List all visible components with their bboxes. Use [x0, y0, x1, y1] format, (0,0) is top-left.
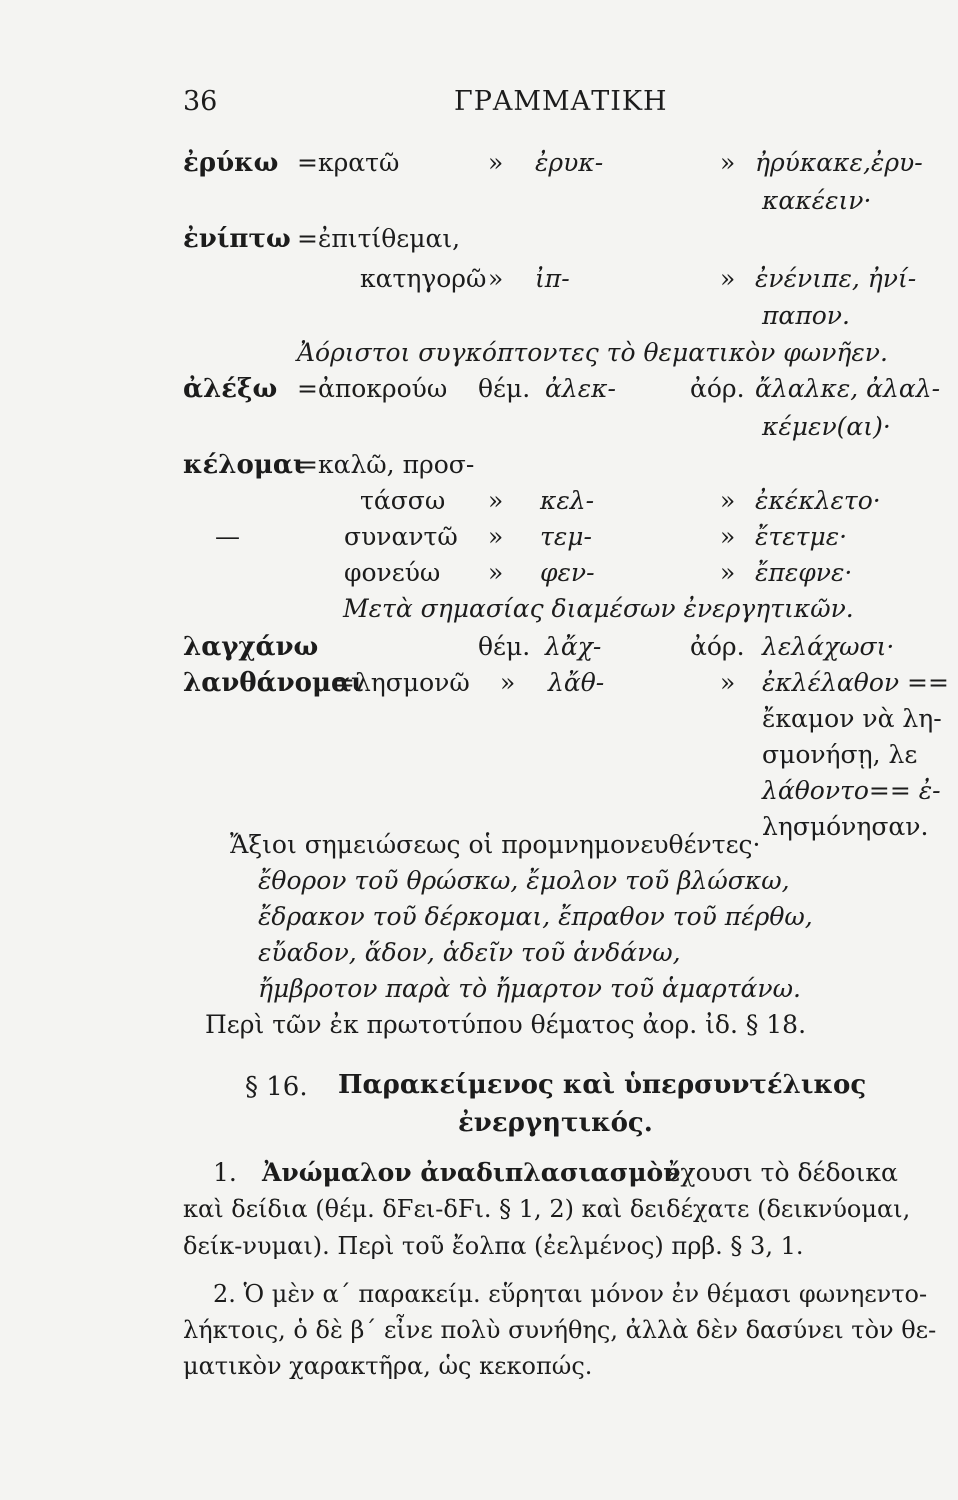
- form-etetme: ἔτετμε·: [755, 522, 848, 551]
- ditto-mark: »: [488, 522, 504, 551]
- stem-phen: φεν-: [540, 558, 595, 587]
- aorist-label: ἀόρ.: [690, 374, 745, 403]
- stem-alek: ἀλεκ-: [545, 374, 616, 403]
- para1-bold-term: Ἀνώμαλον ἀναδιπλασιασμὸν: [262, 1158, 681, 1187]
- section-number: § 16.: [245, 1072, 308, 1102]
- headword-eryko: ἐρύκω: [183, 148, 279, 178]
- heading-syncopated-aorists: Ἀόριστοι συγκόπτοντες τὸ θεματικὸν φωνῆεν.: [297, 338, 888, 367]
- para1-line-3: δείκ-νυμαι). Περὶ τοῦ ἔολπα (ἐελμένος) πρβ. § 3, 1.: [183, 1232, 804, 1260]
- form-ekekleto: ἐκέκλετο·: [755, 486, 881, 515]
- notes-reference: Περὶ τῶν ἐκ πρωτοτύπου θέματος ἀορ. ἰδ. § 18.: [205, 1010, 807, 1039]
- meaning-apokrouo: =ἀποκρούω: [297, 374, 448, 403]
- para1-number: 1.: [213, 1158, 237, 1187]
- stem-ip: ἰπ-: [535, 264, 570, 293]
- form-lelachosi: λελάχωσι·: [762, 632, 895, 661]
- ditto-mark: »: [720, 558, 736, 587]
- para2-line-2: λήκτοις, ὁ δὲ β΄ εἶνε πολὺ συνήθης, ἀλλὰ δὲν δασύνει τὸν θε-: [183, 1316, 937, 1344]
- notes-intro: Ἄξιοι σημειώσεως οἱ προμνημονευθέντες·: [230, 830, 761, 859]
- stem-label: θέμ.: [478, 632, 531, 661]
- stem-lach: λἄχ-: [545, 632, 602, 661]
- ditto-mark: »: [488, 486, 504, 515]
- headword-lanchano: λαγχάνω: [183, 632, 319, 662]
- heading-middle-active: Μετὰ σημασίας διαμέσων ἐνεργητικῶν.: [343, 594, 854, 623]
- notes-line-1: ἔθορον τοῦ θρώσκω, ἔμολον τοῦ βλώσκω,: [258, 866, 790, 895]
- ditto-mark: »: [488, 558, 504, 587]
- para2-line-3: ματικὸν χαρακτῆρα, ὡς κεκοπώς.: [183, 1352, 593, 1380]
- meaning-tasso: τάσσω: [360, 486, 446, 515]
- gloss-ekamon: ἔκαμον νὰ λη-: [762, 704, 942, 733]
- section-title-line-1: Παρακείμενος καὶ ὑπερσυντέλικος: [338, 1070, 867, 1100]
- form-eklelathon: ἐκλέλαθον ==: [762, 668, 949, 697]
- ditto-mark: »: [500, 668, 516, 697]
- form-erykake: ἠρύκακε,ἐρυ-: [755, 148, 923, 177]
- ditto-mark: »: [720, 486, 736, 515]
- stem-tem: τεμ-: [540, 522, 592, 551]
- ditto-mark: »: [488, 148, 504, 177]
- form-epephne: ἔπεφνε·: [755, 558, 853, 587]
- stem-label: θέμ.: [478, 374, 531, 403]
- para1-line-1-rest: ἔχουσι τὸ δέδοικα: [667, 1158, 898, 1187]
- form-lelathonto: λάθοντο== ἐ-: [762, 776, 941, 805]
- gloss-lesmonesan: λησμόνησαν.: [762, 812, 929, 841]
- ditto-mark: »: [488, 264, 504, 293]
- stem-eryk: ἐρυκ-: [535, 148, 604, 177]
- form-papon: παπον.: [762, 301, 850, 330]
- headword-kelomai: κέλομαι: [183, 450, 306, 480]
- meaning-kalo: =καλῶ, προσ-: [297, 450, 475, 479]
- form-alalkemen: κέμεν(αι)·: [762, 412, 891, 441]
- headword-alexo: ἀλέξω: [183, 374, 278, 404]
- page-number: 36: [183, 86, 218, 117]
- meaning-lesmono: =λησμονῶ: [334, 668, 470, 697]
- meaning-synanto: συναντῶ: [344, 522, 458, 551]
- ditto-mark: »: [720, 522, 736, 551]
- stem-kel: κελ-: [540, 486, 595, 515]
- headword-lanthanomai: λανθάνομαι: [183, 668, 364, 698]
- dash-repeat: —: [215, 522, 240, 551]
- meaning-epitithemai: =ἐπιτίθεμαι,: [297, 224, 461, 253]
- ditto-mark: »: [720, 148, 736, 177]
- headword-enipto: ἐνίπτω: [183, 224, 291, 254]
- notes-line-2: ἔδρακον τοῦ δέρκομαι, ἔπραθον τοῦ πέρθω,: [258, 902, 813, 931]
- gloss-smonese: σμονήσῃ, λε: [762, 740, 918, 769]
- ditto-mark: »: [720, 264, 736, 293]
- aorist-label: ἀόρ.: [690, 632, 745, 661]
- stem-lath: λἄθ-: [548, 668, 605, 697]
- running-title: ΓΡΑΜΜΑΤΙΚΗ: [454, 86, 668, 117]
- form-enenipe: ἐνένιπε, ἠνί-: [755, 264, 917, 293]
- notes-line-4: ἤμβροτον παρὰ τὸ ἤμαρτον τοῦ ἁμαρτάνω.: [258, 974, 801, 1003]
- section-title-line-2: ἐνεργητικός.: [458, 1108, 653, 1138]
- form-erykakeein: κακέειν·: [762, 186, 872, 215]
- meaning-krato: =κρατῶ: [297, 148, 400, 177]
- para2-line-1: 2. Ὁ μὲν α΄ παρακείμ. εὕρηται μόνον ἐν θέμασι φωνηεντο-: [213, 1280, 928, 1308]
- meaning-phoneuo: φονεύω: [344, 558, 441, 587]
- para1-line-2: καὶ δείδια (θέμ. δϜει-δϜι. § 1, 2) καὶ δειδέχατε (δεικνύομαι,: [183, 1195, 911, 1223]
- ditto-mark: »: [720, 668, 736, 697]
- notes-line-3: εὔαδον, ἅδον, ἁδεῖν τοῦ ἁνδάνω,: [258, 938, 681, 967]
- meaning-kategoro: κατηγορῶ: [360, 264, 487, 293]
- form-alalke: ἄλαλκε, ἀλαλ-: [755, 374, 941, 403]
